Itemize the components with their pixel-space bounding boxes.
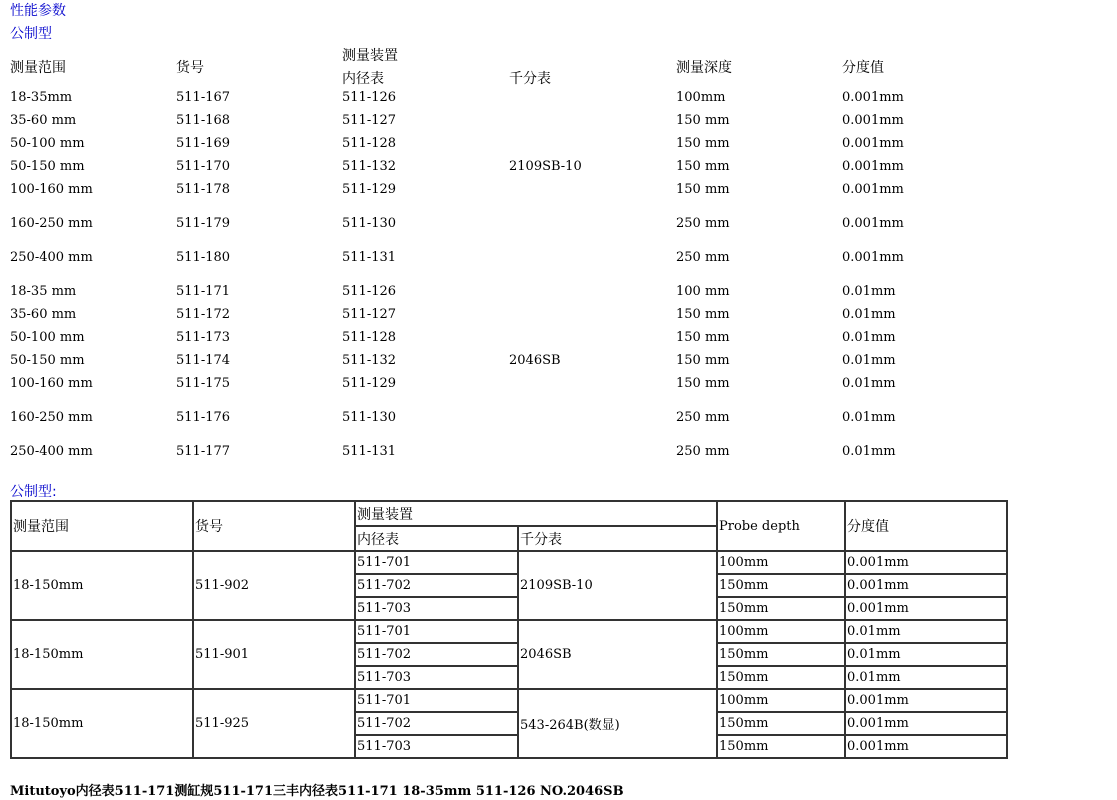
cell-bore: 511-701 — [355, 689, 518, 712]
cell-code: 511-170 — [176, 159, 231, 174]
cell-bore: 511-129 — [342, 182, 397, 197]
cell-bore: 511-129 — [342, 376, 397, 391]
cell-micrometer: 2109SB-10 — [509, 159, 582, 174]
cell-bore: 511-131 — [342, 250, 397, 265]
header-device: 测量装置 — [342, 48, 398, 64]
cell-range: 100-160 mm — [10, 376, 93, 391]
cell-code: 511-168 — [176, 113, 231, 128]
subtitle-metric: 公制型 — [10, 26, 52, 42]
cell-depth: 100mm — [717, 620, 845, 643]
cell-bore: 511-128 — [342, 330, 397, 345]
cell-bore: 511-132 — [342, 159, 397, 174]
cell-resolution: 0.001mm — [842, 182, 904, 197]
header-code: 货号 — [176, 60, 204, 76]
cell-depth: 150mm — [717, 735, 845, 758]
cell-bore: 511-126 — [342, 284, 397, 299]
cell-depth: 150mm — [717, 643, 845, 666]
header-bore: 内径表 — [342, 71, 384, 87]
cell-code: 511-169 — [176, 136, 231, 151]
cell-code: 511-176 — [176, 410, 231, 425]
cell-range: 18-35 mm — [10, 284, 77, 299]
cell-range: 250-400 mm — [10, 444, 93, 459]
cell-range: 100-160 mm — [10, 182, 93, 197]
cell-bore: 511-703 — [355, 666, 518, 689]
cell-bore: 511-703 — [355, 597, 518, 620]
cell-micrometer: 2046SB — [509, 353, 561, 368]
cell-resolution: 0.001mm — [845, 574, 1007, 597]
header-range: 测量范围 — [10, 60, 66, 76]
cell-resolution: 0.001mm — [845, 712, 1007, 735]
cell-range: 160-250 mm — [10, 410, 93, 425]
cell-depth: 100mm — [717, 689, 845, 712]
cell-resolution: 0.01mm — [845, 666, 1007, 689]
cell-bore: 511-701 — [355, 620, 518, 643]
cell-range: 250-400 mm — [10, 250, 93, 265]
t2-header-resolution: 分度值 — [845, 501, 1007, 551]
cell-depth: 100 mm — [676, 284, 730, 299]
cell-resolution: 0.01mm — [845, 620, 1007, 643]
table-row — [10, 216, 1010, 250]
t2-header-code: 货号 — [193, 501, 355, 551]
cell-code: 511-174 — [176, 353, 231, 368]
cell-code: 511-175 — [176, 376, 231, 391]
t2-header-range: 测量范围 — [11, 501, 193, 551]
t2-header-micrometer: 千分表 — [518, 526, 717, 551]
cell-resolution: 0.001mm — [845, 551, 1007, 574]
cell-resolution: 0.001mm — [842, 113, 904, 128]
cell-code: 511-179 — [176, 216, 231, 231]
cell-bore: 511-128 — [342, 136, 397, 151]
cell-bore: 511-702 — [355, 712, 518, 735]
header-resolution: 分度值 — [842, 60, 884, 76]
table-row — [10, 444, 1010, 478]
cell-resolution: 0.001mm — [842, 136, 904, 151]
cell-bore: 511-126 — [342, 90, 397, 105]
table-row — [10, 159, 1010, 182]
cell-bore: 511-127 — [342, 113, 397, 128]
cell-micrometer: 543-264B(数显) — [518, 689, 717, 758]
t2-header-device: 测量装置 — [355, 501, 717, 526]
cell-range: 18-35mm — [10, 90, 73, 105]
subtitle-metric-2: 公制型: — [10, 484, 57, 500]
table-row — [10, 250, 1010, 284]
cell-resolution: 0.01mm — [842, 444, 896, 459]
table1-body — [10, 90, 1010, 478]
table-row — [10, 376, 1010, 410]
cell-depth: 150 mm — [676, 136, 730, 151]
footer-keywords: Mitutoyo内径表511-171测缸规511-171三丰内径表511-171 18-35mm 511-126 NO.2046SB — [10, 784, 624, 799]
cell-bore: 511-131 — [342, 444, 397, 459]
cell-range: 50-100 mm — [10, 136, 85, 151]
header-micrometer: 千分表 — [509, 71, 551, 87]
table-row — [10, 284, 1010, 307]
cell-range: 50-100 mm — [10, 330, 85, 345]
cell-depth: 150 mm — [676, 376, 730, 391]
cell-range: 18-150mm — [11, 620, 193, 689]
table-row — [10, 136, 1010, 159]
table-row — [10, 307, 1010, 330]
cell-bore: 511-703 — [355, 735, 518, 758]
cell-code: 511-925 — [193, 689, 355, 758]
cell-resolution: 0.01mm — [842, 307, 896, 322]
table-row — [11, 620, 1007, 643]
cell-depth: 100mm — [717, 551, 845, 574]
cell-code: 511-171 — [176, 284, 231, 299]
table-row — [10, 113, 1010, 136]
cell-depth: 150 mm — [676, 307, 730, 322]
cell-range: 18-150mm — [11, 689, 193, 758]
cell-range: 18-150mm — [11, 551, 193, 620]
table-row — [10, 90, 1010, 113]
table-row — [10, 330, 1010, 353]
cell-bore: 511-130 — [342, 410, 397, 425]
cell-depth: 150 mm — [676, 182, 730, 197]
cell-code: 511-177 — [176, 444, 231, 459]
table1-header — [10, 45, 1010, 90]
cell-code: 511-172 — [176, 307, 231, 322]
cell-range: 35-60 mm — [10, 307, 77, 322]
cell-resolution: 0.01mm — [842, 330, 896, 345]
cell-resolution: 0.001mm — [845, 597, 1007, 620]
cell-depth: 250 mm — [676, 444, 730, 459]
cell-resolution: 0.01mm — [842, 353, 896, 368]
table-row — [10, 353, 1010, 376]
cell-depth: 150mm — [717, 574, 845, 597]
cell-resolution: 0.01mm — [845, 643, 1007, 666]
spec-table-2 — [10, 500, 1008, 759]
cell-depth: 150mm — [717, 712, 845, 735]
cell-code: 511-173 — [176, 330, 231, 345]
cell-range: 50-150 mm — [10, 353, 85, 368]
cell-depth: 250 mm — [676, 216, 730, 231]
section-title: 性能参数 — [10, 3, 66, 19]
cell-bore: 511-130 — [342, 216, 397, 231]
cell-bore: 511-127 — [342, 307, 397, 322]
cell-resolution: 0.001mm — [845, 689, 1007, 712]
cell-resolution: 0.01mm — [842, 410, 896, 425]
t2-header-depth: Probe depth — [717, 501, 845, 551]
cell-range: 35-60 mm — [10, 113, 77, 128]
cell-depth: 150mm — [717, 666, 845, 689]
cell-depth: 150mm — [717, 597, 845, 620]
cell-resolution: 0.001mm — [845, 735, 1007, 758]
cell-code: 511-902 — [193, 551, 355, 620]
table-row — [10, 410, 1010, 444]
cell-depth: 250 mm — [676, 250, 730, 265]
cell-micrometer: 2046SB — [518, 620, 717, 689]
cell-resolution: 0.001mm — [842, 216, 904, 231]
table-row — [11, 689, 1007, 712]
t2-header-bore: 内径表 — [355, 526, 518, 551]
cell-range: 160-250 mm — [10, 216, 93, 231]
cell-bore: 511-701 — [355, 551, 518, 574]
cell-range: 50-150 mm — [10, 159, 85, 174]
cell-code: 511-167 — [176, 90, 231, 105]
cell-code: 511-901 — [193, 620, 355, 689]
cell-resolution: 0.001mm — [842, 90, 904, 105]
table-row — [11, 551, 1007, 574]
cell-depth: 150 mm — [676, 330, 730, 345]
cell-depth: 150 mm — [676, 353, 730, 368]
cell-bore: 511-132 — [342, 353, 397, 368]
spec-table-1 — [10, 45, 1010, 478]
table-row — [10, 182, 1010, 216]
cell-depth: 150 mm — [676, 113, 730, 128]
cell-resolution: 0.001mm — [842, 250, 904, 265]
cell-code: 511-178 — [176, 182, 231, 197]
cell-depth: 100mm — [676, 90, 726, 105]
cell-micrometer: 2109SB-10 — [518, 551, 717, 620]
cell-resolution: 0.01mm — [842, 376, 896, 391]
table2-header-row — [11, 501, 1007, 526]
cell-depth: 250 mm — [676, 410, 730, 425]
cell-resolution: 0.01mm — [842, 284, 896, 299]
cell-code: 511-180 — [176, 250, 231, 265]
cell-bore: 511-702 — [355, 574, 518, 597]
cell-resolution: 0.001mm — [842, 159, 904, 174]
cell-depth: 150 mm — [676, 159, 730, 174]
cell-bore: 511-702 — [355, 643, 518, 666]
header-depth: 测量深度 — [676, 60, 732, 76]
